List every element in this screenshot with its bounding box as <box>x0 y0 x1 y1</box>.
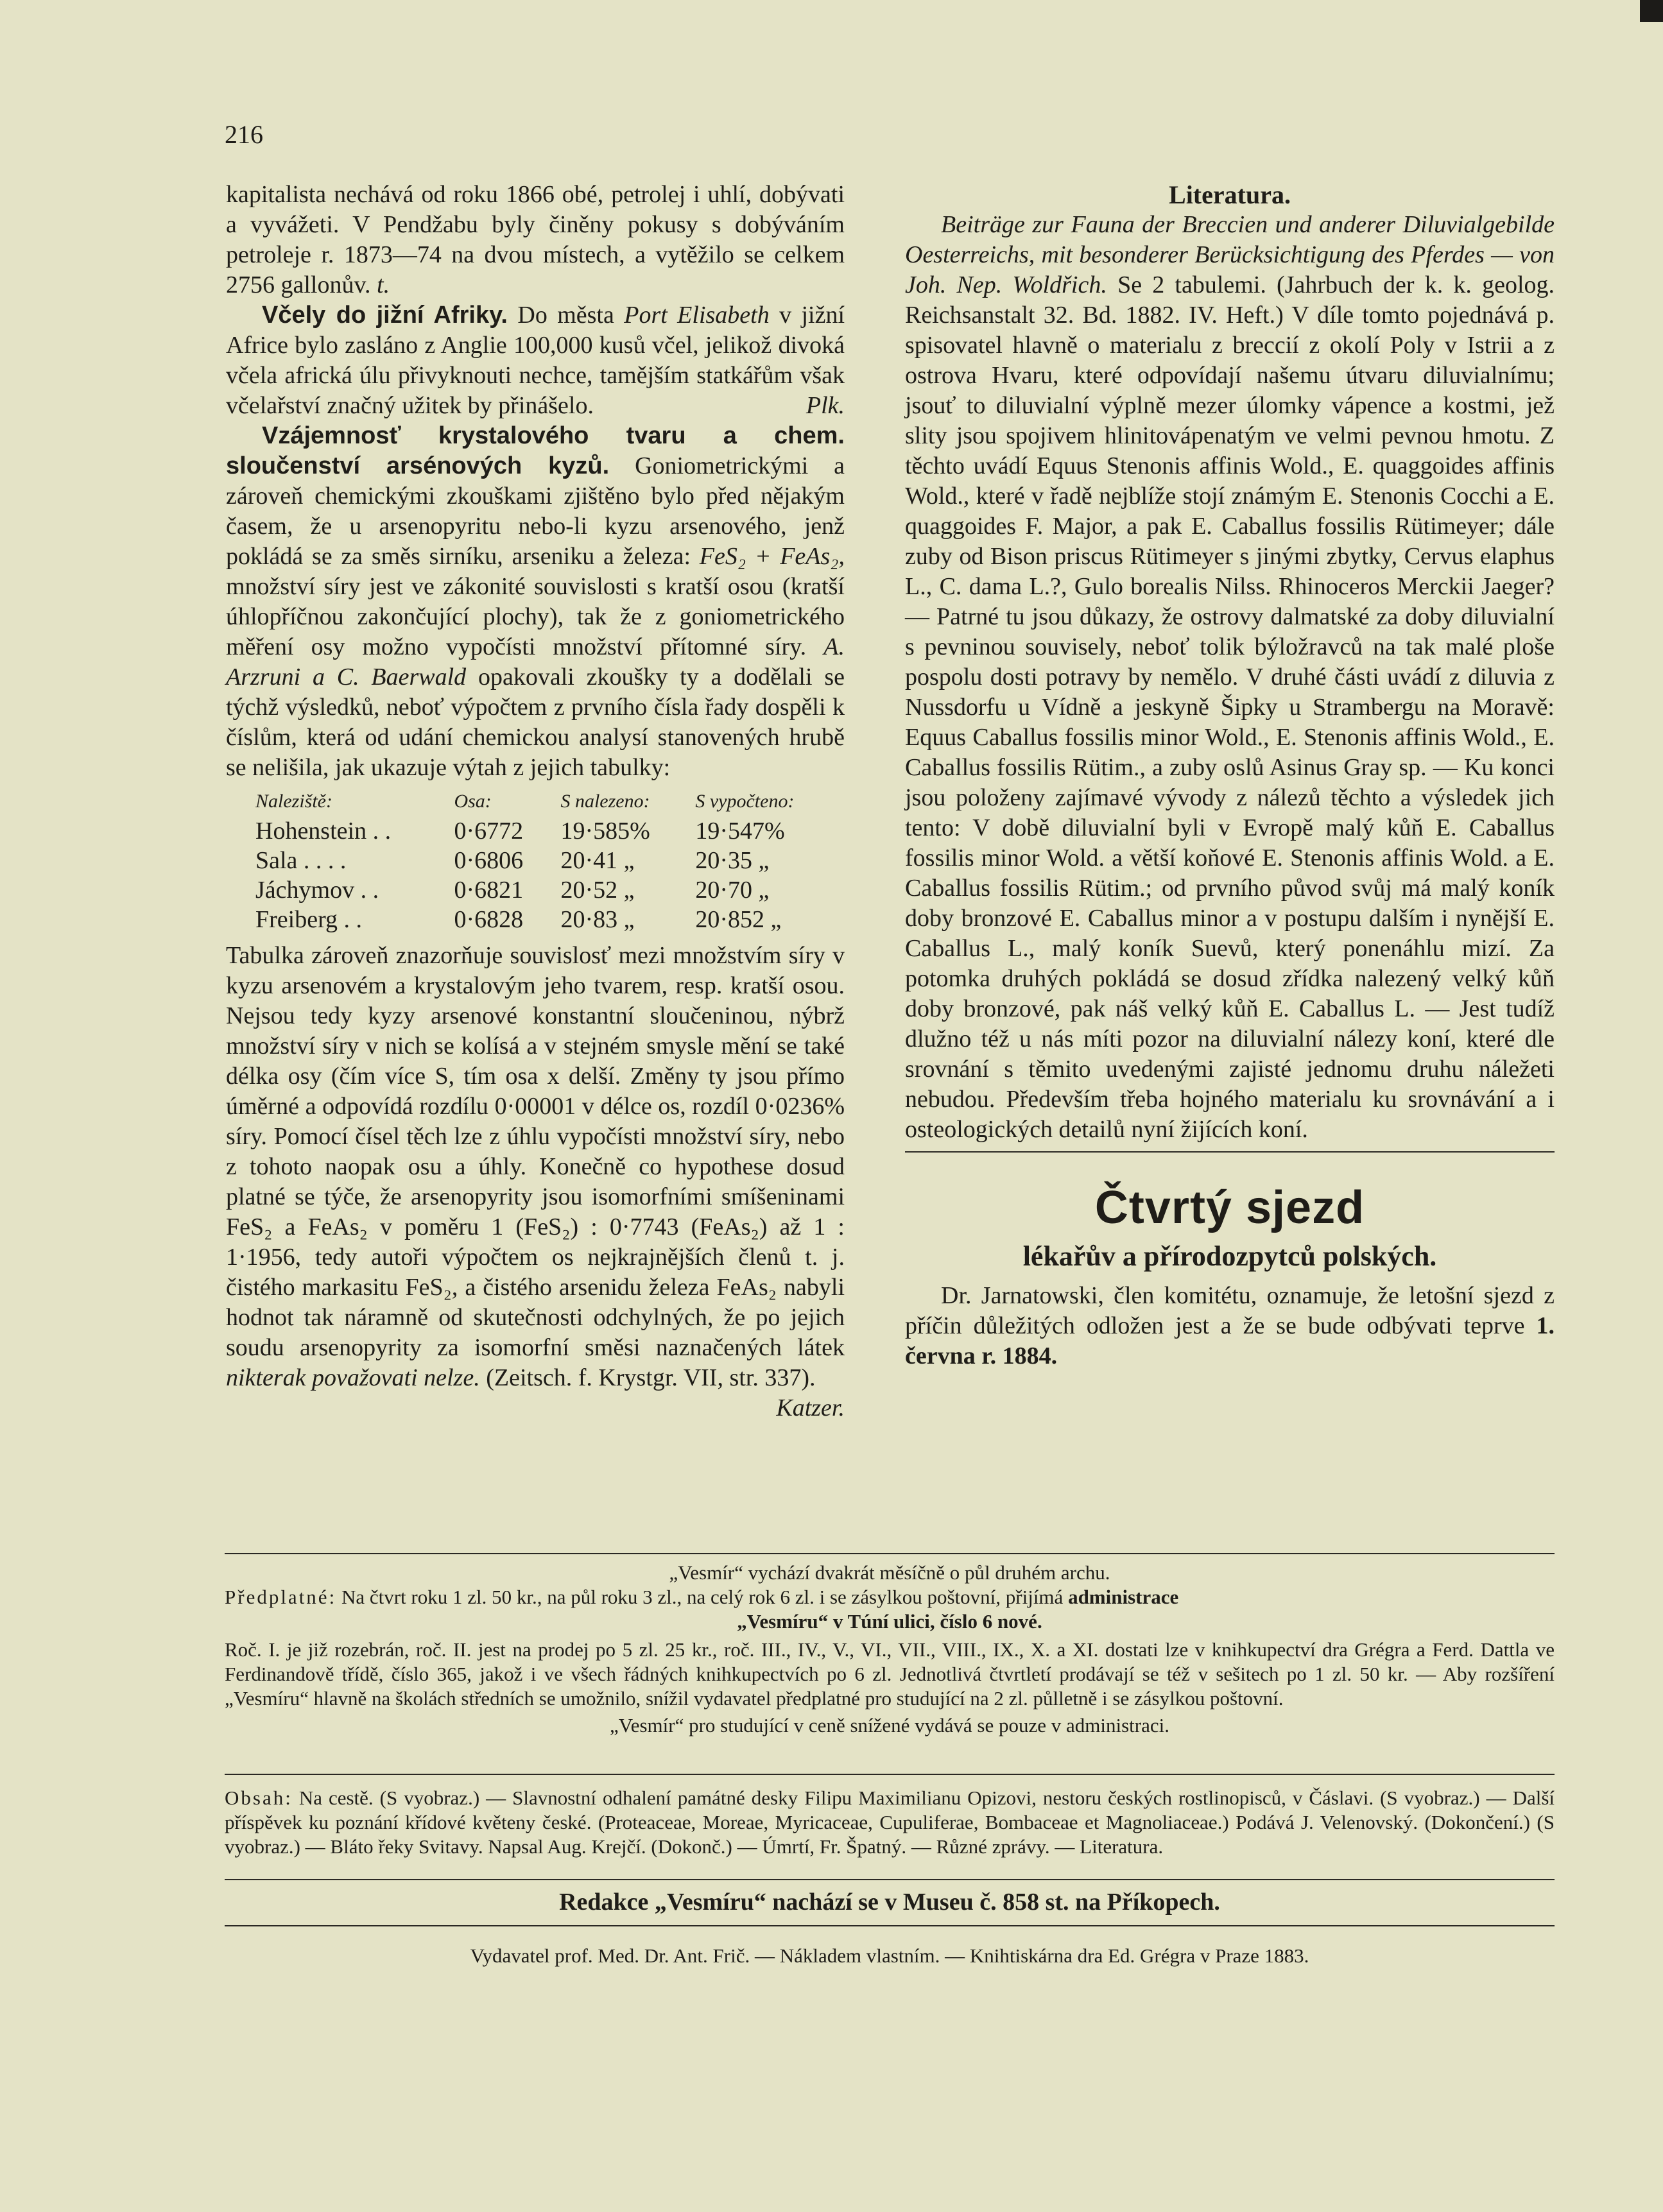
subscription-block <box>225 1561 1555 1738</box>
publisher-line: Vydavatel prof. Med. Dr. Ant. Frič. — Nákladem vlastním. — Knihtiskárna dra Ed. Grégra v Praze 1883. <box>470 1944 1309 1967</box>
publication-frequency: „Vesmír“ vychází dvakrát měsíčně o půl druhém archu. <box>669 1561 1110 1584</box>
table-cell: 19·547% <box>695 818 785 845</box>
literature-heading: Literatura. <box>1169 180 1291 209</box>
crystal-text-2: množství síry jest ve zákonité souvislosti s kratší osou (kratší úhlopříčnou zakončující plochy), tak že z goniometrického měření osy možno vypočísti množství přítomné síry. <box>226 573 845 660</box>
intro-signature: t. <box>377 271 390 298</box>
table-header-computed: S vypočteno: <box>695 791 795 812</box>
analysis-table <box>252 787 840 934</box>
table-cell: 20·70 „ <box>695 877 770 904</box>
table-row <box>252 905 840 934</box>
literature-divider <box>905 1151 1555 1153</box>
congress-text: Dr. Jarnatowski, člen komitétu, oznamuje, že letošní sjezd z příčin důležitých odložen jest a že se bude odbývati teprve <box>905 1282 1555 1339</box>
table-header-locality: Naleziště: <box>255 791 332 812</box>
table-cell: 20·35 „ <box>695 847 770 874</box>
table-cell: 0·6806 <box>454 847 524 874</box>
bees-place: Port Elisabeth <box>624 302 770 329</box>
congress-subtitle: lékařův a přírodozpytců polských. <box>1022 1240 1437 1272</box>
table-row <box>252 875 840 905</box>
crystal-text-1: Goniometrickými a zároveň chemickými zkouškami zjištěno bylo před nějakým časem, že u arsenopyritu nebo-li kyzu arsenového, jenž pokládá se za směs sirníku, arseniku a železa: <box>226 452 845 570</box>
contents-top-rule <box>225 1774 1555 1775</box>
bees-heading: Včely do jižní Afriky. <box>262 302 508 329</box>
bees-paragraph <box>226 300 845 421</box>
crystal-paragraph-2 <box>226 941 845 1421</box>
student-note: „Vesmír“ pro studující v ceně snížené vydává se pouze v administraci. <box>609 1714 1169 1736</box>
back-issues: Roč. I. je již rozebrán, roč. II. jest na prodej po 5 zl. 25 kr., roč. III., IV., V., VI., VII., VIII., IX., X. a XI. dostati lze v knihkupectví dra Grégra a Ferd. Dattla ve Ferdinandově třídě, číslo 365, jakož i ve všech řádných knihkupectvích po 6 zl. Jednotlivá čtvrtletí prodávají se též v sešitech po 1 zl. 50 kr. — Aby rozšíření „Vesmíru“ hlavně na školách středních se umožnilo, snížil vydavatel předplatné pro studující na 2 zl. půlletně i se zásylkou poštovní. <box>225 1638 1555 1710</box>
table-cell: 19·585% <box>560 818 650 845</box>
intro-paragraph <box>226 180 845 300</box>
right-column <box>905 180 1555 1371</box>
bees-text-1: Do města <box>517 302 614 329</box>
editorial-top-rule <box>225 1879 1555 1880</box>
congress-title: Čtvrtý sjezd <box>1094 1182 1365 1233</box>
congress-paragraph <box>905 1281 1555 1371</box>
literature-paragraph <box>905 210 1555 1145</box>
contents-label: Obsah: <box>225 1787 293 1809</box>
crystal-formula: FeS₂ + FeAs₂, <box>699 543 845 570</box>
scan-edge-mark <box>1640 0 1663 22</box>
table-header-axis: Osa: <box>454 791 492 812</box>
congress-date: 1. června r. 1884. <box>905 1312 1555 1369</box>
crystal-italic-end: nikterak považovati nelze. <box>226 1364 480 1391</box>
crystal-paragraph <box>226 421 845 783</box>
footer-top-rule <box>225 1553 1555 1554</box>
crystal-text-3: opakovali zkoušky ty a dodělali se týchž výsledků, neboť výpočtem z prvního čísla řady dospěli k číslům, která od udání chemickou analysí stanovených hrubě se nelišila, jak ukazuje výtah z jejich tabulky: <box>226 664 845 781</box>
contents-block <box>225 1786 1555 1859</box>
table-cell: 20·852 „ <box>695 906 782 933</box>
editorial-address: Redakce „Vesmíru“ nachází se v Museu č. 858 st. na Příkopech. <box>559 1889 1220 1916</box>
editorial-bottom-rule <box>225 1925 1555 1926</box>
crystal-signature: Katzer. <box>776 1394 845 1421</box>
table-row <box>252 816 840 846</box>
bees-text-2: v jižní Africe bylo zasláno z Anglie 100,000 kusů včel, jelikož divoká včela africká úlu přivyknouti nechce, tamějším statkářům však včelařství značný užitek by přinášelo. <box>226 302 845 419</box>
subscription-line <box>225 1585 1555 1609</box>
table-cell: Sala . . . . <box>255 847 347 874</box>
crystal-reference: (Zeitsch. f. Krystgr. VII, str. 337). <box>486 1364 816 1391</box>
intro-text: kapitalista nechává od roku 1866 obé, petrolej i uhlí, dobývati a vyvážeti. V Pendžabu byly činěny pokusy s dobýváním petroleje r. 1873—74 na dvou místech, a vytěžilo se celkem 2756 gallonův. <box>226 181 845 298</box>
literature-book-title: Beiträge zur Fauna der Breccien und anderer Diluvialgebilde Oesterreichs, mit besonderer Berücksichtigung des Pferdes — von Joh. Nep. Woldřich. <box>905 211 1555 298</box>
subscription-address: „Vesmíru“ v Túní ulici, číslo 6 nové. <box>737 1610 1042 1633</box>
contents-text: Na cestě. (S vyobraz.) — Slavnostní odhalení památné desky Filipu Maximilianu Opizovi, nestoru českých rostlinopisců, v Čáslavi. (S vyobraz.) — Další příspěvek ku poznání křídové květeny české. (Proteaceae, Moreae, Myricaceae, Cupuliferae, Bombaceae et Magnoliaceae.) Podává J. Velenovský. (Dokončení.) (S vyobraz.) — Bláto řeky Svitavy. Napsal Aug. Krejčí. (Dokonč.) — Úmrtí, Fr. Špatný. — Různé zprávy. — Literatura. <box>225 1787 1555 1858</box>
table-cell: 20·83 „ <box>560 906 635 933</box>
table-cell: Freiberg . . <box>255 906 363 933</box>
subscription-text: Na čtvrt roku 1 zl. 50 kr., na půl roku 3 zl., na celý rok 6 zl. i se zásylkou poštovní, přijímá <box>341 1586 1064 1608</box>
subscription-admin: administrace <box>1068 1586 1179 1608</box>
table-cell: 0·6828 <box>454 906 524 933</box>
table-cell: 0·6821 <box>454 877 524 904</box>
table-cell: 20·41 „ <box>560 847 635 874</box>
table-row <box>252 846 840 875</box>
left-column <box>226 180 845 1423</box>
bees-signature: Plk. <box>806 392 845 419</box>
table-header-found: S nalezeno: <box>560 791 650 812</box>
table-cell: Hohenstein . . <box>255 818 392 845</box>
crystal-authors: A. Arzruni a C. Baerwald <box>226 633 845 690</box>
crystal-text-4: Tabulka zároveň znazorňuje souvislosť mezi množstvím síry v kyzu arsenovém a krystalovým jeho tvarem, resp. kratší osou. Nejsou tedy kyzy arsenové konstantní sloučeninou, nýbrž množství síry v nich se kolísá a v stejném smysle mění se také délka osy (čím více S, tím osa x delší. Změny ty jsou přímo úměrné a odpovídá rozdílu 0·00001 v délce os, rozdíl 0·0236% síry. Pomocí čísel těch lze z úhlu vypočísti množství síry, nebo z tohoto naopak osu a úhly. Konečně co hypothese dosud platné se týče, že arsenopyrity jsou isomorfními smíšeninami FeS₂ a FeAs₂ v poměru 1 (FeS₂) : 0·7743 (FeAs₂) až 1 : 1·1956, tedy autoři výpočtem os nejkrajnějších členů t. j. čistého markasitu FeS₂, a čistého arsenidu železa FeAs₂ nabyli hodnot tak náramně od skutečnosti odchylných, že po jejich soudu arsenopyrity za isomorfní směsi naznačených látek <box>226 942 845 1361</box>
page-number: 216 <box>225 120 263 149</box>
crystal-heading: Vzájemnosť krystalového tvaru a chem. sloučenství arsénových kyzů. <box>226 422 845 479</box>
table-cell: 20·52 „ <box>560 877 635 904</box>
table-cell: 0·6772 <box>454 818 524 845</box>
subscription-label: Předplatné: <box>225 1586 337 1608</box>
literature-text: Se 2 tabulemi. (Jahrbuch der k. k. geolog. Reichsanstalt 32. Bd. 1882. IV. Heft.) V díle tomto pojednává p. spisovatel hlavně o materialu z breccií z okolí Poly v Istrii a z ostrova Hvaru, které odpovídají našemu útvaru diluvialnímu; jsouť to diluvialní výplně mezer úlomky vápence a kostmi, jež slity jsou spojivem hlinitovápenatým ve velmi pevnou hmotu. Z těchto uvádí Equus Stenonis affinis Wold., E. quaggoides affinis Wold., které v řadě nejblíže stojí známým E. Stenonis Cocchi a E. quaggoides F. Major, a pak E. Caballus fossilis Rütimeyer; dále zuby od Bison priscus Rütimeyer s jinými zbytky, Cervus elaphus L., C. dama L.?, Gulo borealis Nilss. Rhinoceros Merckii Jaeger? — Patrné tu jsou důkazy, že ostrovy dalmatské za doby diluvialní s pevninou souvisely, neboť tolik býložravců na tak malé ploše pospolu dosti potravy by nemělo. V druhé části uvádí z diluvia z Nussdorfu u Vídně a jeskyně Šipky u Strambergu na Moravě: Equus Caballus fossilis minor Wold., E. Stenonis affinis Wold., E. Caballus fossilis Rütim., a zuby oslů Asinus Gray sp. — Ku konci jsou položeny zajímavé vývody z nálezů těchto a výsledek jich tento: V době diluvialní byli v Evropě malý kůň E. Caballus fossilis minor Wold. a větší koňové E. Stenonis affinis Wold. a E. Caballus fossilis Rütim.; od prvního původ svůj má malý koník doby bronzové E. Caballus minor a v postupu dalším i nynější E. Caballus L., malý koník Suevů, který ponenáhlu mizí. Za potomka druhých pokládá se dosud zřídka nalezený velký kůň doby bronzové, pak náš velký kůň E. Caballus L. — Jest tudíž dlužno též u nás míti pozor na diluvialní nálezy koní, které dle srovnání s těmito uvedenými zajisté jednomu druhu náležeti nebudou. Především třeba hojného materialu ku srovnávání a i osteologických detailů nyní žijících koní. <box>905 271 1555 1143</box>
table-cell: Jáchymov . . <box>255 877 379 904</box>
table-header-row <box>252 787 840 816</box>
